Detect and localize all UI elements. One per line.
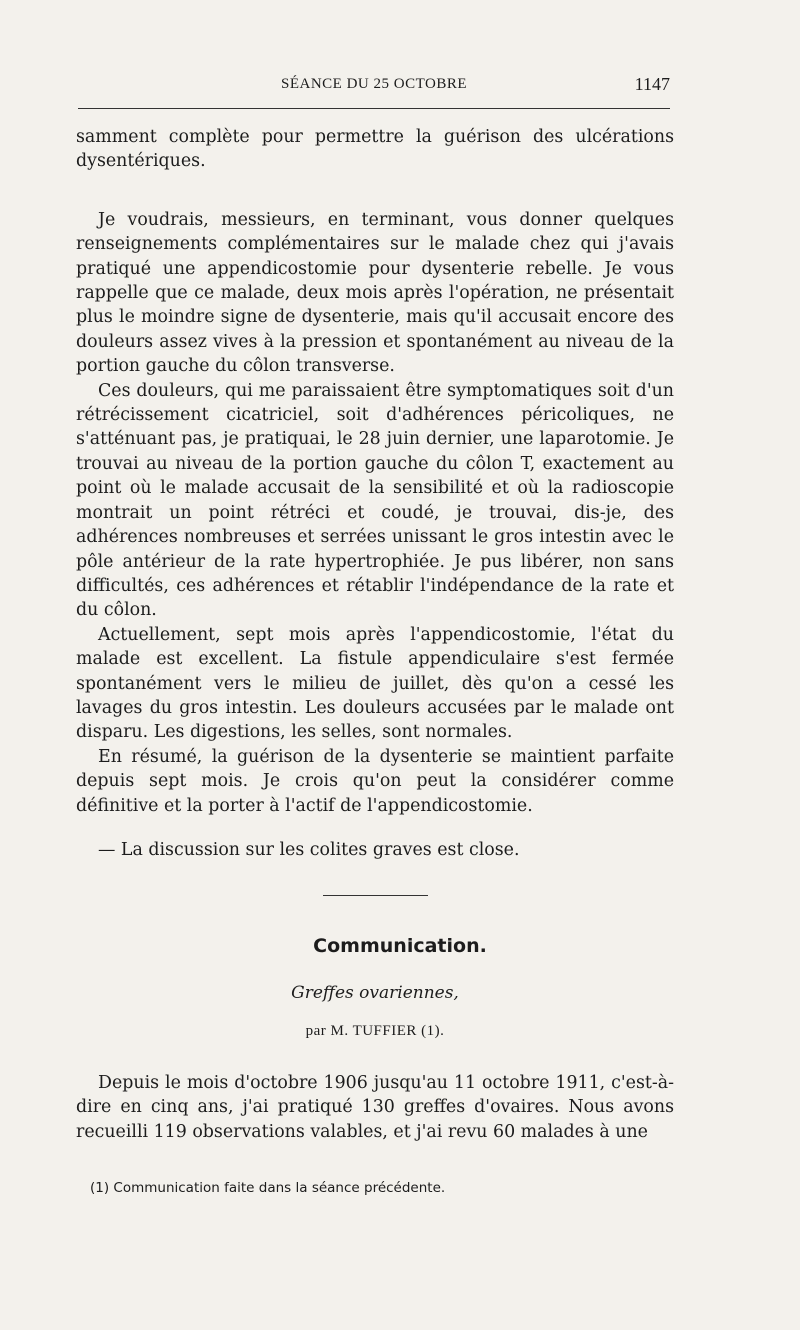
- paragraph: Depuis le mois d'octobre 1906 jusqu'au 11 octobre 1911, c'est-à-dire en cinq ans, j'ai pratiqué 130 greffes d'ovaires. Nous avons recueilli 119 observations valables, et j'ai revu 60 malades à une: [76, 1073, 674, 1142]
- article-title: Greffes ovariennes,: [291, 983, 459, 1003]
- running-head: [78, 74, 670, 98]
- page-number: 1147: [634, 74, 670, 94]
- body-text: [76, 125, 674, 862]
- paragraph-gap: [76, 174, 674, 208]
- running-title: SÉANCE DU 25 OCTOBRE: [281, 76, 467, 92]
- paragraph: En résumé, la guérison de la dysenterie se maintient parfaite depuis sept mois. Je crois qu'on peut la considérer comme définitive et la porter à l'actif de l'appendicostomie.: [76, 746, 674, 816]
- paragraph-continuation: samment complète pour permettre la guérison des ulcérations dysentériques.: [76, 127, 674, 172]
- paragraph-gap: [76, 818, 674, 838]
- discussion-closed-note: — La discussion sur les colites graves est close.: [98, 839, 520, 860]
- footnote: (1) Communication faite dans la séance précédente.: [90, 1180, 446, 1196]
- paragraph: Ces douleurs, qui me paraissaient être symptomatiques soit d'un rétrécissement cicatriciel, soit d'adhérences péricoliques, ne s'atténuant pas, je pratiquai, le 28 juin dernier, une laparotomie. Je trouvai au niveau de la portion gauche du côlon T, exactement au point où le malade accusait de la sensibilité et où la radioscopie montrait un point rétréci et coudé, je trouvai, dis-je, des adhérences nombreuses et serrées unissant le gros intestin avec le pôle antérieur de la rate hypertrophiée. Je pus libérer, non sans difficultés, ces adhérences et rétablir l'indépendance de la rate et du côlon.: [76, 380, 674, 621]
- section-title: Communication.: [313, 935, 487, 957]
- section-divider: [323, 895, 428, 896]
- paragraph: Actuellement, sept mois après l'appendicostomie, l'état du malade est excellent. La fistule appendiculaire s'est fermée spontanément vers le milieu de juillet, dès qu'on a cessé les lavages du gros intestin. Les douleurs accusées par le malade ont disparu. Les digestions, les selles, sont normales.: [76, 624, 674, 743]
- article-author: par M. TUFFIER (1).: [305, 1023, 445, 1039]
- header-rule: [78, 108, 670, 109]
- article-body: [76, 1071, 674, 1144]
- paragraph: Je voudrais, messieurs, en terminant, vous donner quelques renseignements complémentaires sur le malade chez qui j'avais pratiqué une appendicostomie pour dysenterie rebelle. Je vous rappelle que ce malade, deux mois après l'opération, ne présentait plus le moindre signe de dysenterie, mais qu'il accusait encore des douleurs assez vives à la pression et spontanément au niveau de la portion gauche du côlon transverse.: [76, 209, 674, 377]
